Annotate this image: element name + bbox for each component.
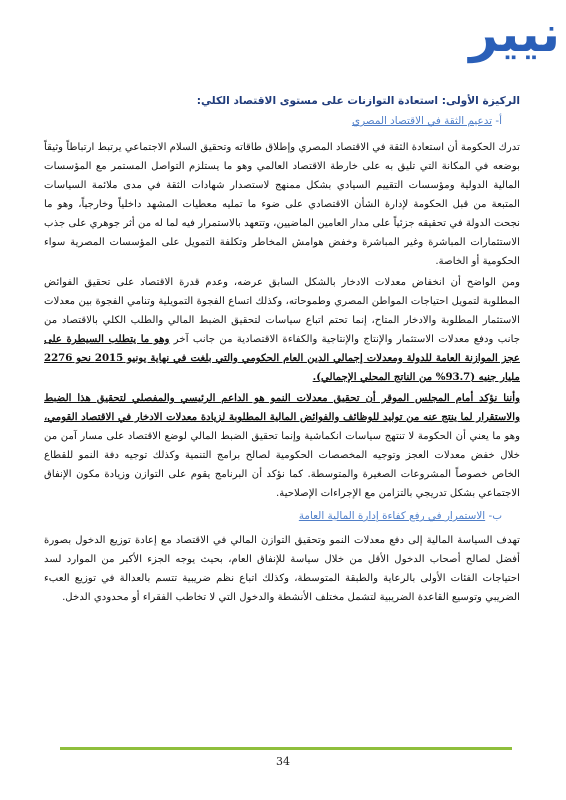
page-number: 34 <box>276 755 290 768</box>
subsection-b-title <box>44 507 502 525</box>
paragraph-1: تدرك الحكومة أن استعادة الثقة في الاقتصاد المصري وإطلاق طاقاته وتحقيق السلام الاجتماعي يرتبط ارتباطاً وثيقاً بوضعه في المكانة التي تليق به على خارطة الاقتصاد العالمي وهو ما يستلزم التواصل المستمر مع المؤسسات المالية الدولية ومؤسسات التقييم السيادي بشكل ممنهج لاستصدار شهادات الثقة في مدى ملائمة السياسات المتبعة من قبل الحكومة لإدارة الشأن الاقتصادي على ضوء ما تمليه معطيات المشهد داخلياً وخارجياً، وهو ما نجحت الدولة في تحقيقه جزئياً على مدار العامين الماضيين، وتتعهد بالاستمرار فيه لما له من أثر جوهري على جذب الاستثمارات المباشرة وغير المباشرة وخفض هوامش المخاطر وتكلفة التمويل على المؤسسات المصرية سواء الحكومية أو الخاصة. <box>44 142 520 267</box>
paragraph-2 <box>44 273 520 387</box>
paragraph-2-text: ومن الواضح أن انخفاض معدلات الادخار بالشكل السابق عرضه، وعدم قدرة الاقتصاد على تحقيق الفوائض المطلوبة لتمويل احتياجات المواطن المصري وطموحاته، وكذلك اتساع الفجوة التمويلية وتنامي الفجوة بين معدلات الاستثمار المطلوبة والادخار المتاح، إنما تحتم اتباع سياسات لتحقيق الضبط المالي والطلب الكلي بالاقتصاد من جانب ودفع معدلات الاستثمار والإنتاج والإنتاجية والكفاءة الاقتصادية من جانب آخر <box>44 277 520 345</box>
publisher-logo: نيير <box>469 5 560 63</box>
footer-divider <box>60 747 512 750</box>
section-title: الركيزة الأولى: استعادة التوازنات على مستوى الاقتصاد الكلي: <box>196 95 520 107</box>
paragraph-4: تهدف السياسة المالية إلى دفع معدلات النمو وتحقيق التوازن المالي في الاقتصاد مع إعادة توزيع الدخول بصورة أفضل لصالح أصحاب الدخول الأقل من خلال سياسة للإنفاق العام، بحيث يوجه الجزء الأكبر من الموارد لسد احتياجات الفئات الأولى بالرعاية والطبقة المتوسطة، وكذلك اتباع نظم ضريبية تتسم بالعدالة في توزيع العبء الضريبي وتوسيع القاعدة الضريبية لتشمل مختلف الأنشطة والدخول التي لا تخاطب الفقراء أو محدودي الدخل. <box>44 535 520 603</box>
subsection-a-marker: أ- <box>495 115 502 127</box>
subsection-a-title <box>44 112 502 130</box>
subsection-b-marker: ب- <box>488 510 502 522</box>
subsection-a-text: تدعيم الثقة في الاقتصاد المصري <box>351 115 493 127</box>
paragraph-3-highlight: وأننا نؤكد أمام المجلس الموقر أن تحقيق معدلات النمو هو الداعم الرئيسي والمفصلي لتحقيق هذا الضبط والاستقرار لما ينتج عنه من توليد للوظائف والفوائض المالية المطلوبة لزيادة معدلات الادخار في الاقتصاد القومي، <box>44 392 520 423</box>
subsection-b-text: الاستمرار في رفع كفاءة إدارة المالية العامة <box>298 510 486 522</box>
paragraph-3-text: وهو ما يعني أن الحكومة لا تنتهج سياسات انكماشية وإنما تحقيق الضبط المالي لوضع الاقتصاد على مسار آمن من خلال خفض معدلات العجز وتوجيه المخصصات الحكومية لصالح برامج التنمية وكذلك توجيه دفة النمو للقطاع الخاص خصوصاً المشروعات الصغيرة والمتوسطة. كما نؤكد أن البرنامج يقوم على التوازن وزيادة مكون الإنفاق الاجتماعي بشكل تدريجي بالتزامن مع الإجراءات الإصلاحية. <box>44 431 520 499</box>
paragraph-2-highlight: وهو ما يتطلب السيطرة على عجز الموازنة العامة للدولة ومعدلات إجمالي الدين العام الحكومي والتي بلغت في نهاية يونيو 2015 نحو 2276 مليار جنيه (93.7% من الناتج المحلي الإجمالي). <box>44 333 520 383</box>
document-body <box>44 92 520 607</box>
paragraph-3 <box>44 389 520 503</box>
